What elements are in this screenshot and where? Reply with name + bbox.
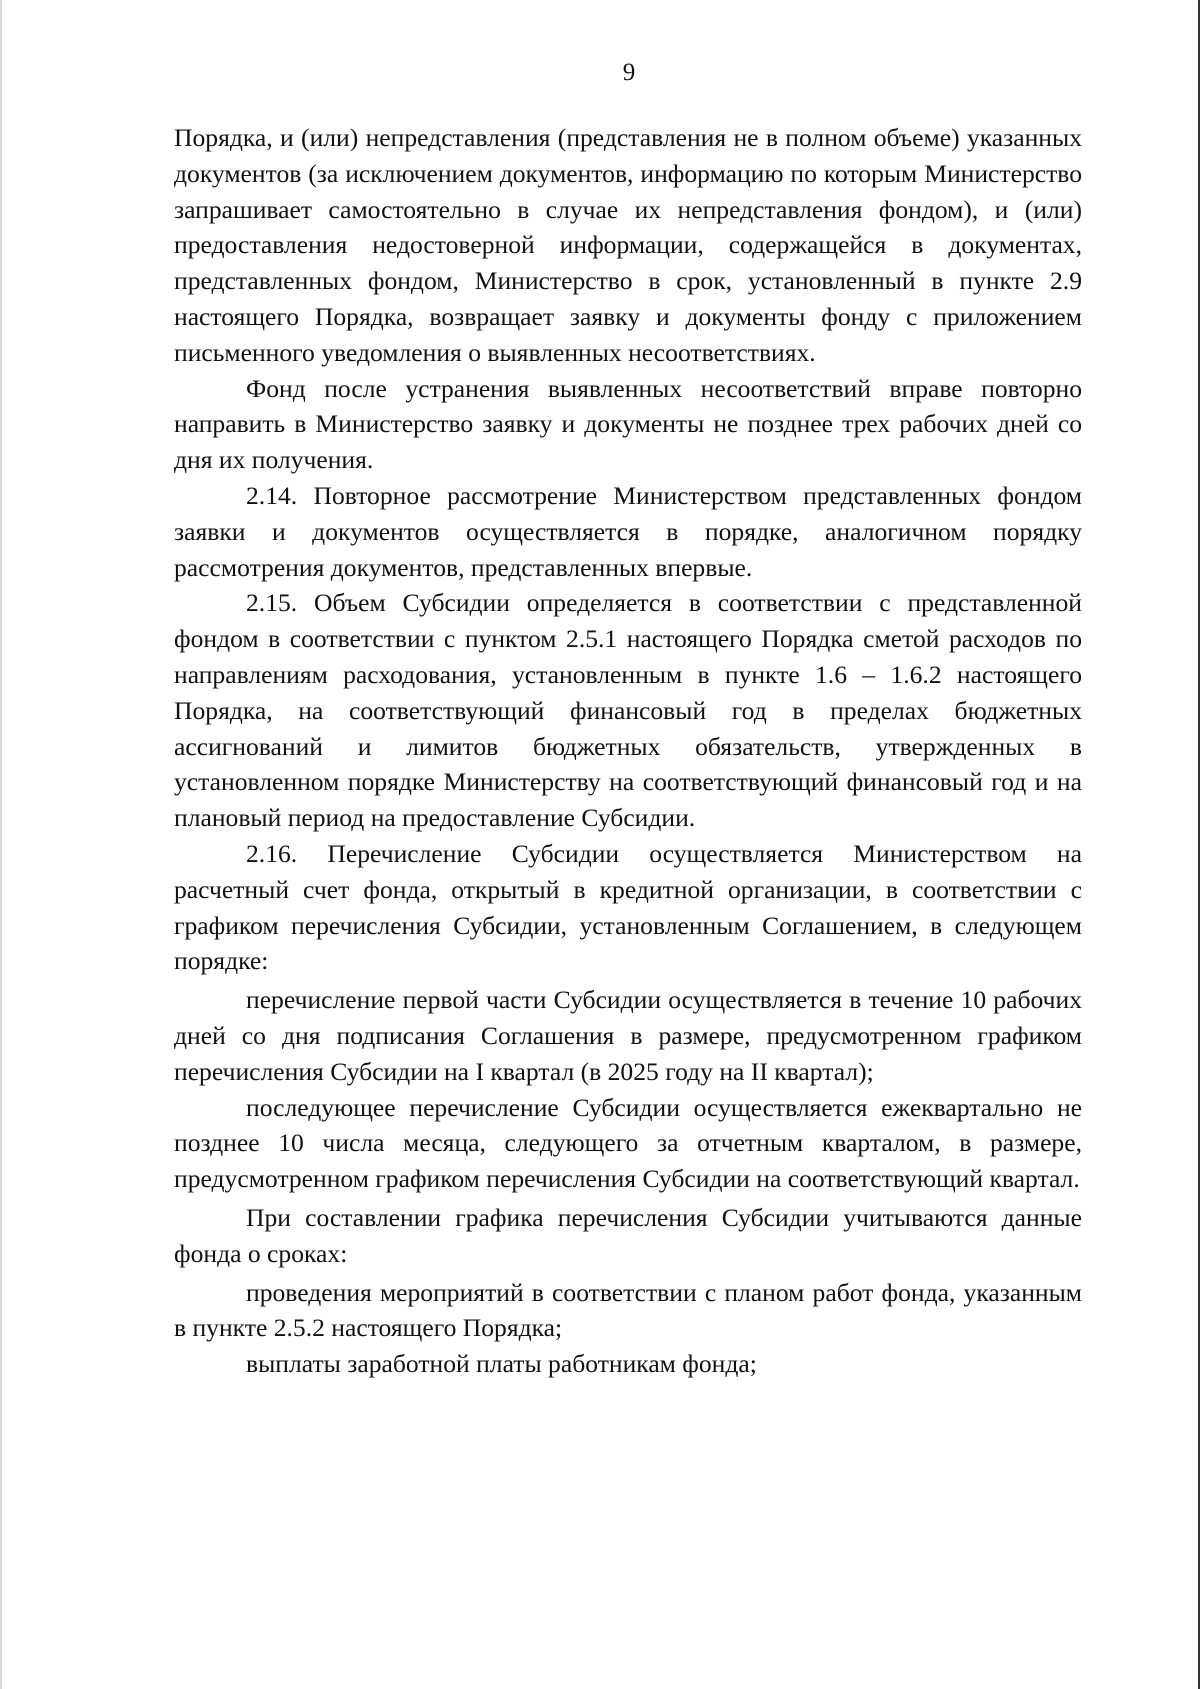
paragraph-subsequent-transfer: последующее перечисление Субсидии осуществляется ежеквартально не позднее 10 числа месяца, следующего за отчетным кварталом, в размере, предусмотренном графиком перечисления Субсидии на соответствующий квартал. (174, 1092, 1082, 1194)
page-number: 9 (622, 59, 636, 86)
paragraph-first-transfer: перечисление первой части Субсидии осуществляется в течение 10 рабочих дней со дня подписания Соглашения в размере, предусмотренном графиком перечисления Субсидии на I квартал (в 2025 году на II квартал); (174, 985, 1082, 1086)
paragraph-2-16: 2.16. Перечисление Субсидии осуществляется Министерством на расчетный счет фонда, открытый в кредитной организации, в соответствии с графиком перечисления Субсидии, установленным Соглашением, в следующем порядке: (174, 838, 1082, 976)
scan-left-edge (0, 0, 2, 1689)
paragraph-schedule-intro: При составлении графика перечисления Субсидии учитываются данные фонда о сроках: (174, 1202, 1082, 1268)
paragraph-returned-application: Порядка, и (или) непредставления (представления не в полном объеме) указанных документов (за исключением документов, информацию по которым Министерство запрашивает самостоятельно в случае их непредставления фондом), и (или) предоставления недостоверной информации, содержащейся в документах, представленных фондом, Министерство в срок, установленный в пункте 2.9 настоящего Порядка, возвращает заявку и документы фонду с приложением письменного уведомления о выявленных несоответствиях. (174, 123, 1082, 367)
document-body (174, 120, 1082, 1382)
paragraph-salary-payments: выплаты заработной платы работникам фонда; (246, 1349, 757, 1379)
paragraph-2-14: 2.14. Повторное рассмотрение Министерством представленных фондом заявки и документов осуществляется в порядке, аналогичном порядку рассмотрения документов, представленных впервые. (174, 480, 1082, 582)
paragraph-resubmission: Фонд после устранения выявленных несоответствий вправе повторно направить в Министерство заявку и документы не позднее трех рабочих дней со дня их получения. (174, 373, 1082, 475)
paragraph-events-schedule: проведения мероприятий в соответствии с планом работ фонда, указанным в пункте 2.5.2 настоящего Порядка; (174, 1277, 1082, 1343)
paragraph-2-15: 2.15. Объем Субсидии определяется в соответствии с представленной фондом в соответствии с пунктом 2.5.1 настоящего Порядка сметой расходов по направлениям расходования, установленным в пункте 1.6 – 1.6.2 настоящего Порядка, на соответствующий финансовый год в пределах бюджетных ассигнований и лимитов бюджетных обязательств, утвержденных в установленном порядке Министерству на соответствующий финансовый год и на плановый период на предоставление Субсидии. (174, 588, 1082, 833)
